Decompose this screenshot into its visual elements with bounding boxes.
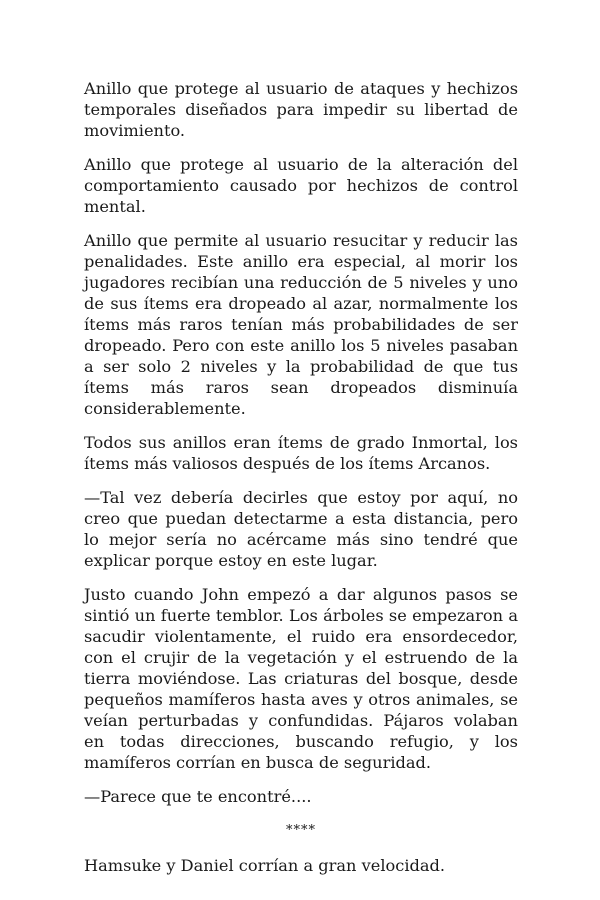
paragraph-immortal-grade: Todos sus anillos eran ítems de grado Inmortal, los ítems más valiosos después de los ítems Arcanos. [84,433,518,473]
paragraph-ring-movement: Anillo que protege al usuario de ataques y hechizos temporales diseñados para impedir su libertad de movimiento. [84,79,518,140]
paragraph-closing: Hamsuke y Daniel corrían a gran velocidad. [84,856,446,875]
paragraph-dialogue-found: —Parece que te encontré.... [84,787,312,806]
book-page [84,78,518,889]
scene-separator: **** [286,823,316,838]
paragraph-ring-mental-control: Anillo que protege al usuario de la alteración del comportamiento causado por hechizos de control mental. [84,155,518,216]
paragraph-ring-resurrection: Anillo que permite al usuario resucitar y reducir las penalidades. Este anillo era especial, al morir los jugadores recibían una reducción de 5 niveles y uno de sus ítems era dropeado al azar, normalmente los ítems más raros tenían más probabilidades de ser dropeado. Pero con este anillo los 5 niveles pasaban a ser solo 2 niveles y la probabilidad de que tus ítems más raros sean dropeados disminuía considerablemente. [84,231,518,418]
paragraph-dialogue-john: —Tal vez debería decirles que estoy por aquí, no creo que puedan detectarme a esta distancia, pero lo mejor sería no acércame más sino tendré que explicar porque estoy en este lugar. [84,488,518,570]
paragraph-earthquake: Justo cuando John empezó a dar algunos pasos se sintió un fuerte temblor. Los árboles se empezaron a sacudir violentamente, el ruido era ensordecedor, con el crujir de la vegetación y el estruendo de la tierra moviéndose. Las criaturas del bosque, desde pequeños mamíferos hasta aves y otros animales, se veían perturbadas y confundidas. Pájaros volaban en todas direcciones, buscando refugio, y los mamíferos corrían en busca de seguridad. [84,585,518,772]
